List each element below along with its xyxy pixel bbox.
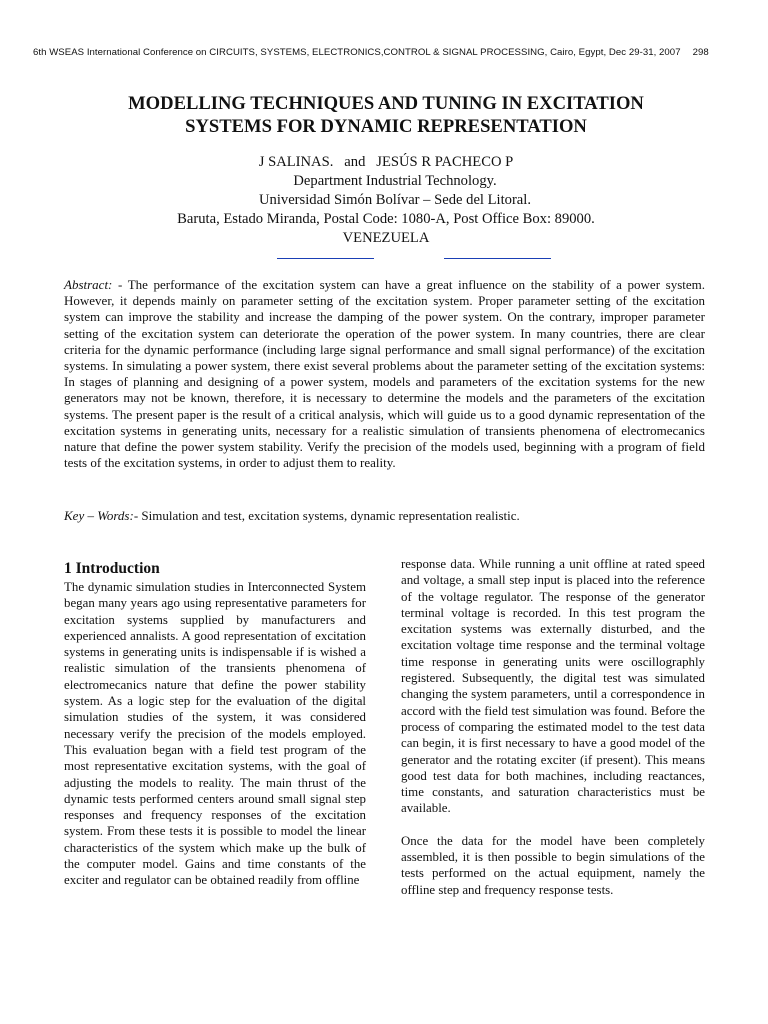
intro-paragraph-right-2: Once the data for the model have been completely assembled, it is then possible to begin simulations of the tests performed on the actual equipment, namely the offline step and frequency response tests.: [401, 833, 705, 897]
right-column: [401, 556, 705, 898]
separator-line-left: [277, 258, 374, 259]
left-column: [64, 559, 366, 889]
conference-line: 6th WSEAS International Conference on CIRCUITS, SYSTEMS, ELECTRONICS,CONTROL & SIGNAL PROCESSING, Cairo, Egypt, Dec 29-31, 2007: [33, 47, 681, 58]
paper-title: [60, 92, 712, 138]
intro-paragraph-left: The dynamic simulation studies in Interconnected System began many years ago using representative parameters for excitation systems supplied by manufacturers and experienced annalists. A good representation of excitation systems in generating units is indispensable if is wished a realistic simulation of the transients phenomena of electromecanics nature that define the power stability system. As a logic step for the evaluation of the digital simulation studies of the system, it was considered necessary verify the precision of the models employed. This evaluation began with a field test program of the most representative excitation systems, with the goal of adjusting the models to reality. The main thrust of the dynamic tests performed centers around small signal step responses and frequency responses of the excitation system. From these tests it is possible to model the linear characteristics of the system which make up the bulk of the computer model. Gains and time constants of the exciter and regulator can be obtained readily from offline: [64, 580, 366, 888]
running-header: [33, 47, 738, 58]
intro-paragraph-right-1: response data. While running a unit offline at rated speed and voltage, a small step input is placed into the reference of the voltage regulator. The response of the generator terminal voltage is recorded. In this test program the excitation systems was externally disturbed, and the excitation voltage time response and the terminal voltage time response in generating units were oscillographly registered. Subsequently, the digital test was simulated changing the system parameters, until a correspondence in accord with the field test simulation was found. Before the process of comparing the estimated model to the test data can begin, it is first necessary to have a good model of the generator and the rotating exciter (if present). This means good test data for both machines, including reactances, time constants, and saturation characteristics must be available.: [401, 557, 705, 816]
address: Baruta, Estado Miranda, Postal Code: 1080-A, Post Office Box: 89000.: [177, 211, 595, 227]
abstract-label: Abstract:: [64, 277, 113, 292]
paragraph-gap: [401, 817, 705, 833]
keywords-label: Key – Words:: [64, 508, 134, 523]
abstract-text: - The performance of the excitation system can have a great influence on the stability of a power system. However, it depends mainly on parameter setting of the excitation system. Proper parameter setting of the excitation system can improve the stability and increase the damping of the power system. On the contrary, improper parameter setting of the excitation system can deteriorate the operation of the power system. In many countries, there are clear criteria for the dynamic performance (including large signal performance and small signal performance) of the excitation systems. In simulating a power system, there exist several problems about the parameter setting of the excitation systems: In stages of planning and designing of a power system, models and parameters of the excitation systems for the new generators may not be known, therefore, it is necessary to determine the models and the parameters of the excitation systems. The present paper is the result of a critical analysis, which will guide us to a good dynamic representation of the excitation systems in generating units, necessary for a realistic simulation of transients phenomena of electromecanics nature that define the power system stability. Verify the precision of the models used, beginning with a program of field tests of the excitation systems, in order to adjust them to reality.: [64, 277, 705, 471]
keywords: [64, 508, 705, 524]
abstract: [64, 277, 705, 471]
title-line-1: MODELLING TECHNIQUES AND TUNING IN EXCITATION: [128, 93, 644, 114]
title-line-2: SYSTEMS FOR DYNAMIC REPRESENTATION: [185, 116, 587, 137]
author-block: [60, 153, 712, 248]
separator-line-right: [444, 258, 551, 259]
department: Department Industrial Technology.: [293, 173, 497, 189]
university: Universidad Simón Bolívar – Sede del Litoral.: [259, 192, 531, 208]
section-heading: 1 Introduction: [64, 560, 160, 577]
page-number: 298: [692, 47, 709, 58]
keywords-text: - Simulation and test, excitation systems, dynamic representation realistic.: [133, 508, 520, 523]
author-names: J SALINAS. and JESÚS R PACHECO P: [258, 154, 514, 170]
country: VENEZUELA: [342, 230, 430, 246]
